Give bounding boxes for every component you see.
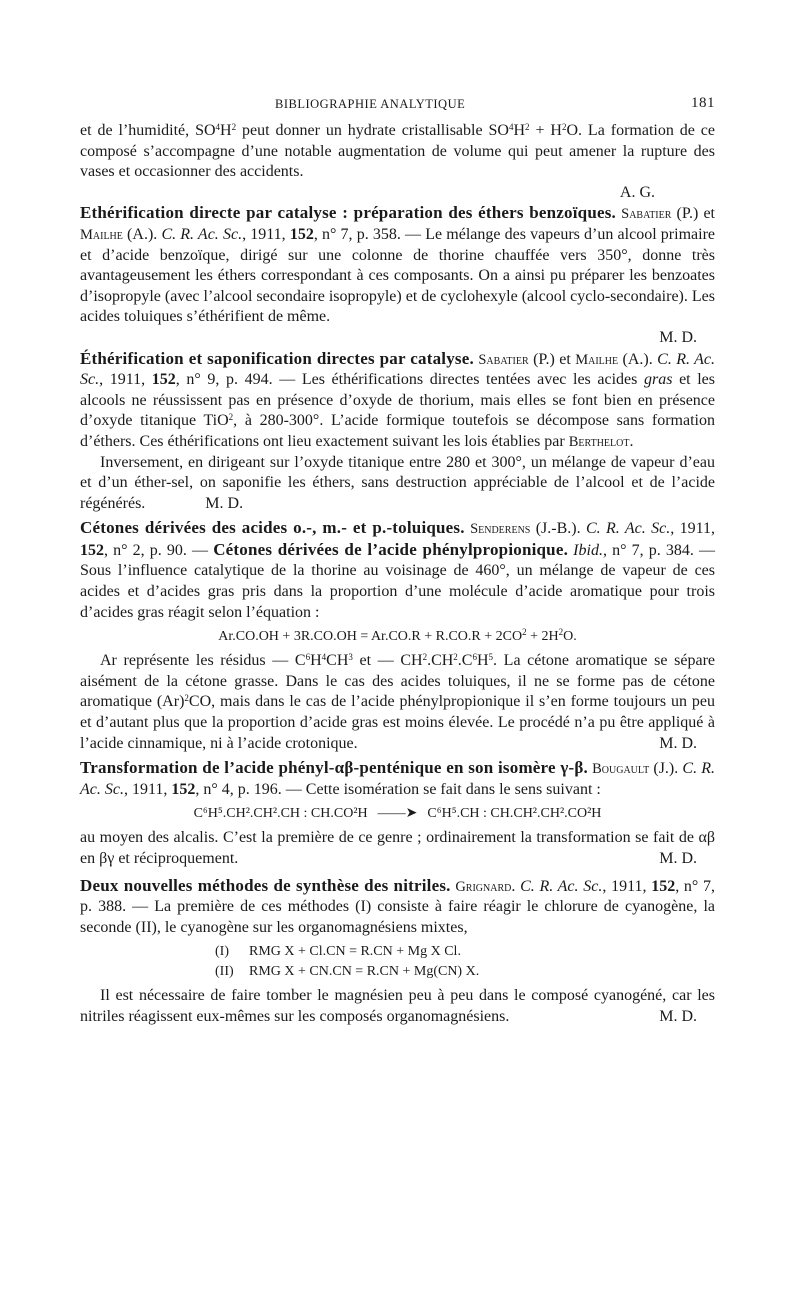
signature: M. D. [659,734,697,752]
equations: (I) RMG X + Cl.CN = R.CN + Mg X Cl. (II) RMG X + CN.CN = R.CN + Mg(CN) X. [215,944,480,980]
entry-transformation: Transformation de l’acide phényl-αβ-penténique en son isomère γ-β. Bougault (J.). C. R. Ac. Sc., 1911, 152, n° 4, p. 196. — Cette isomération se fait dans le sens suivant : [80,758,716,798]
running-title: BIBLIOGRAPHIE ANALYTIQUE [275,97,466,111]
entry-title: Éthérification et saponification directes par catalyse. [80,348,474,368]
page-number: 181 [691,95,715,111]
signature: M. D. [659,328,697,346]
signature: M. D. [205,494,244,512]
entry-title: Cétones dérivées des acides o.-, m.- et p.-toluiques. [80,518,465,538]
entry-paragraph: Il est nécessaire de faire tomber le magnésien peu à peu dans le composé cyanogéné, car les nitriles réagissent eux-mêmes sur les composés organomagnésiens. [80,987,715,1025]
document-page [80,95,715,1028]
signature: M. D. [659,850,697,867]
entry-paragraph: Ar représente les résidus — $C^6H^4CH^3$ et — $CH^2.CH^2.C^6H^5$. La cétone aromatique se sépare aisément de la cétone grasse. Dans le cas des acides toluiques, il ne se forme pas de cétone aromatique $(Ar)^2CO$, mais dans le cas de l’acide phénylpropionique il s’en forme toujours un peu et d’autant plus que la proportion d’acide gras est moins élevée. Le procédé n’a pu être appliqué à l’acide cinnamique, ni à l’acide crotonique. [80,652,715,752]
entry-cetones: Cétones dérivées des acides o.-, m.- et p.-toluiques. Senderens (J.-B.). C. R. Ac. Sc., 1911, 152, n° 2, p. 90. — Cétones dérivées de l’acide phénylpropionique. Ibid., n° 7, p. 384. — Sous l’influence catalytique de la thorine au voisinage de 460°, un mélange de vapeur de ces acides et d’acides gras pris dans la proportion d’une molécule d’acide aromatique pour trois d’acides gras réagit selon l’équation : [80,518,716,621]
entry-title: Cétones dérivées de l’acide phénylpropionique. [213,539,569,559]
intro-paragraph: et de l’humidité, $SO^4H^2$ peut donner un hydrate cristallisable $SO^4H^2 + H^2O$. La formation de ce composé s’accompagne d’une notable augmentation de volume qui peut amener la rupture des vases et occasionner des accidents. [80,122,715,181]
signature: A. G. [619,183,655,201]
arrow-icon: ——➤ [377,806,418,822]
page-header [80,95,715,121]
entry-title: Deux nouvelles méthodes de synthèse des nitriles. [80,875,451,895]
equation: $Ar.CO.OH + 3R.CO.OH = Ar.CO.R + R.CO.R + 2CO^2 + 2H^2O$. [218,627,577,645]
entry-title: Transformation de l’acide phényl-αβ-penténique en son isomère γ-β. [80,758,588,778]
entry-etherification-saponification: Éthérification et saponification directes par catalyse. Sabatier (P.) et Mailhe (A.). C. R. Ac. Sc., 1911, 152, n° 9, p. 494. — Les éthérifications directes tentées avec les acides gras et les alcools ne réussissent pas en présence d’oxyde de thorium, mais elles se font bien en présence d’oxyde titanique TiO$^2$, à 280-300°. L’acide formique toutefois se décompose sans formation d’éthers. Ces éthérifications ont lieu exactement suivant les lois établies par Berthelot. [80,348,716,450]
entry-title: Ethérification directe par catalyse : préparation des éthers benzoïques. [80,203,616,223]
formula: C⁶H⁵.CH².CH².CH : CH.CO²H ——➤ C⁶H⁵.CH : CH.CH².CH².CO²H [80,804,715,824]
signature: M. D. [659,1007,697,1025]
entry-paragraph: Inversement, en dirigeant sur l’oxyde titanique entre 280 et 300°, un mélange de vapeur d’eau et d’un éther-sel, on saponifie les éthers, sans destruction appréciable de l’alcool et de l’acide régénérés. M. D. [80,453,715,512]
entry-etherification-benzoiques: Ethérification directe par catalyse : préparation des éthers benzoïques. Sabatier (P.) et Mailhe (A.). C. R. Ac. Sc., 1911, 152, n° 7, p. 358. — Le mélange des vapeurs d’un alcool primaire et d’acide benzoïque, dirigé sur une colonne de thorine chauffée vers 350°, donne très avantageusement les éthers correspondant à ces composants. On a ainsi pu préparer les benzoates d’isopropyle (avec l’alcool secondaire isopropyle) et de cyclohexyle (alcool cyclo-secondaire). Les acides toluiques s’éthérifient de même. [80,203,716,326]
entry-paragraph: au moyen des alcalis. C’est la première de ce genre ; ordinairement la transformation se fait de αβ en βγ et réciproquement. [80,829,715,867]
entry-nitriles: Deux nouvelles méthodes de synthèse des nitriles. Grignard. C. R. Ac. Sc., 1911, 152, n° 7, p. 388. — La première de ces méthodes (I) consiste à faire réagir le chlorure de cyanogène, la seconde (II), le cyanogène sur les organomagnésiens mixtes, [80,875,716,936]
